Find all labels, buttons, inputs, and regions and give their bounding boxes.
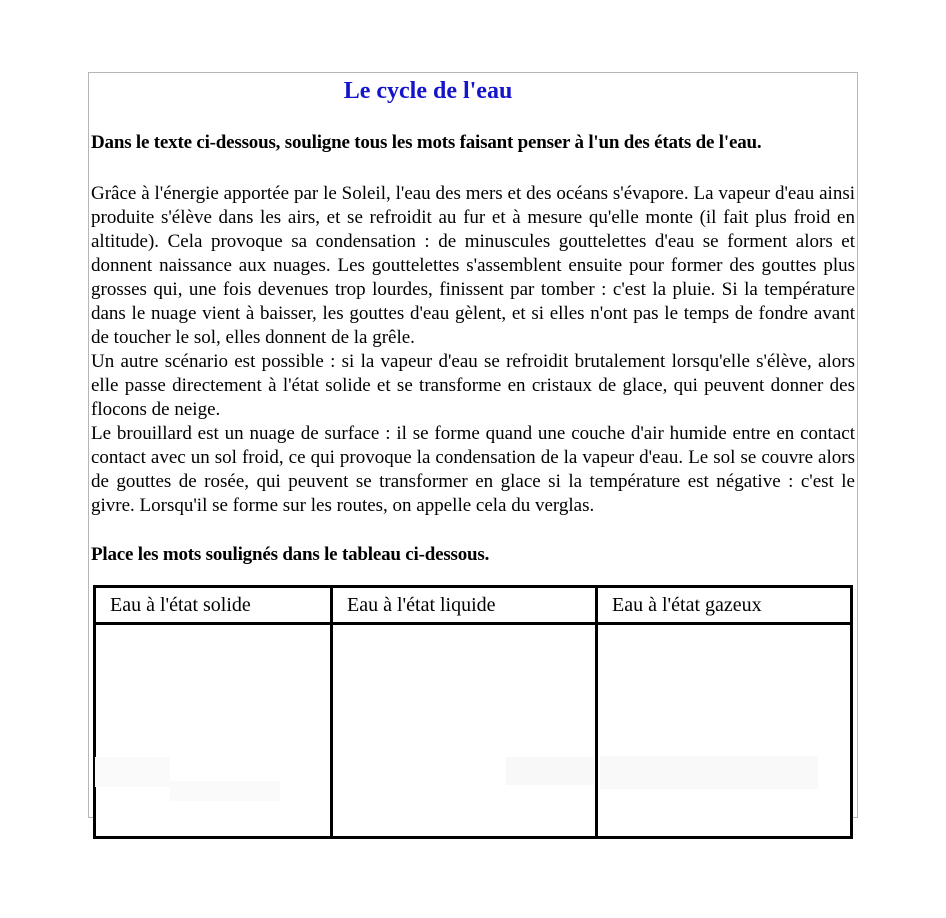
instruction-fill-table: Place les mots soulignés dans le tableau ci-dessous. — [91, 544, 490, 565]
page-title: Le cycle de l'eau — [343, 78, 513, 104]
classification-table — [93, 585, 853, 839]
table-cell-gas — [597, 624, 852, 838]
text-block-fog-frost: Le brouillard est un nuage de surface : il se forme quand une couche d'air humide entre en contact contact avec un sol froid, ce qui provoque la condensation de la vapeur d'eau. Le sol se couvre alors de gouttes de rosée, qui peuvent se transformer en glace si la température est négative : c'est le givre. Lorsqu'il se forme sur les routes, on appelle cela du verglas. — [91, 423, 855, 516]
worksheet-page — [88, 72, 858, 818]
text-block-snow-crystals: Un autre scénario est possible : si la vapeur d'eau se refroidit brutalement lorsqu'elle s'élève, alors elle passe directement à l'état solide et se transforme en cristaux de glace, qui peuvent donner des flocons de neige. — [91, 351, 855, 420]
instruction-underline-words: Dans le texte ci-dessous, souligne tous les mots faisant penser à l'un des états de l'eau. — [91, 132, 762, 153]
water-cycle-text — [91, 182, 855, 518]
table-header-liquid-state: Eau à l'état liquide — [332, 587, 597, 624]
table-cell-liquid — [332, 624, 597, 838]
table-header-solid-state: Eau à l'état solide — [95, 587, 332, 624]
text-block-evaporation-rain-hail: Grâce à l'énergie apportée par le Soleil, l'eau des mers et des océans s'évapore. La vapeur d'eau ainsi produite s'élève dans les airs, et se refroidit au fur et à mesure qu'elle monte (il fait plus froid en altitude). Cela provoque sa condensation : de minuscules gouttelettes d'eau se forment alors et donnent naissance aux nuages. Les gouttelettes s'assemblent ensuite pour former des gouttes plus grosses qui, une fois devenues trop lourdes, finissent par tomber : c'est la pluie. Si la température dans le nuage vient à baisser, les gouttes d'eau gèlent, et si elles n'ont pas le temps de fondre avant de toucher le sol, elles donnent de la grêle. — [91, 183, 855, 348]
table-row — [95, 624, 852, 838]
table-header-row — [95, 587, 852, 624]
table-header-gas-state: Eau à l'état gazeux — [597, 587, 852, 624]
table-cell-solid — [95, 624, 332, 838]
